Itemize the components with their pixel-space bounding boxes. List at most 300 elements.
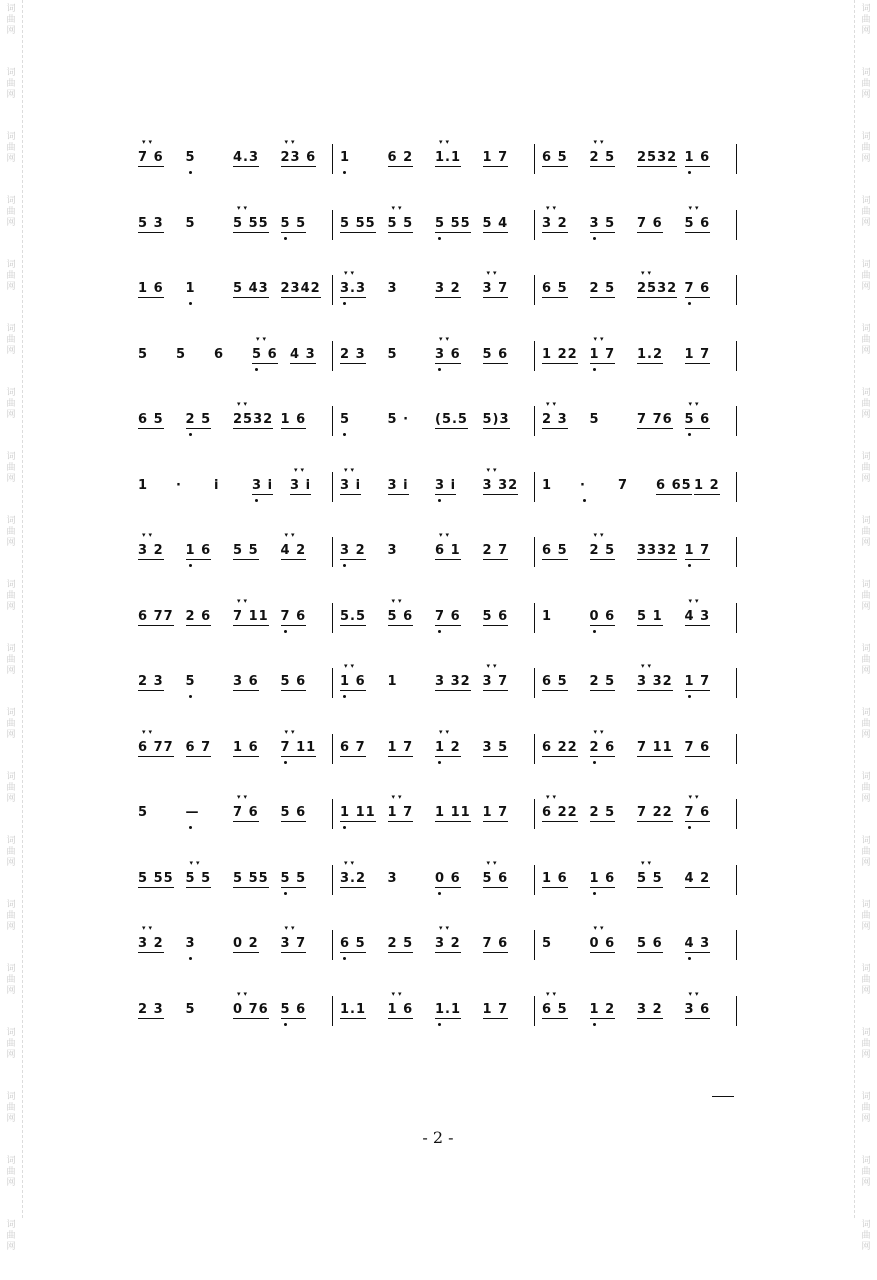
octave-dot [593, 630, 596, 633]
accent-marks: ▾▾ [439, 531, 453, 539]
watermark-char: 网 [6, 346, 16, 356]
accent-marks: ▾▾ [593, 138, 607, 146]
bar-line [736, 537, 737, 567]
note: 5 55 [138, 870, 174, 886]
bar-line [534, 799, 535, 829]
note: 1 [138, 477, 149, 493]
watermark-char: 网 [6, 218, 16, 228]
accent-marks: ▾▾ [391, 793, 405, 801]
note: 1 7 [482, 1001, 509, 1017]
accent-marks: ▾▾ [593, 727, 607, 736]
note: 0 76 [233, 1001, 269, 1017]
watermark-char: 曲 [861, 911, 871, 921]
note: 2 3 [542, 412, 568, 427]
bar-line [736, 668, 737, 698]
note: 5 5 [387, 215, 414, 231]
score-row [130, 858, 760, 905]
accent-marks: ▾▾ [439, 727, 453, 736]
accent-marks: ▾▾ [439, 138, 453, 146]
note: 1 [387, 674, 398, 689]
octave-dot [438, 1023, 441, 1026]
watermark-char: 网 [861, 346, 871, 356]
accent-marks: ▾▾ [486, 662, 500, 670]
watermark-char: 网 [861, 666, 871, 676]
note: 1 [185, 281, 196, 296]
bar-line [534, 472, 535, 502]
note: 5 6 [280, 674, 307, 689]
watermark-char: 曲 [861, 79, 871, 89]
note: 3 [387, 870, 398, 886]
note: 6 5 [138, 412, 164, 427]
note: 5 6 [684, 215, 711, 231]
accent-marks: ▾▾ [439, 924, 453, 932]
note: 5 55 [233, 870, 269, 886]
octave-dot [255, 499, 258, 502]
note: 5 [185, 1001, 196, 1017]
note: 7 6 [138, 150, 164, 165]
octave-dot [189, 957, 192, 960]
accent-marks: ▾▾ [641, 662, 655, 670]
watermark-char: 词 [6, 1156, 16, 1166]
watermark-char: 词 [861, 196, 871, 206]
watermark-char: 网 [861, 858, 871, 868]
note: 7 11 [280, 739, 317, 755]
note: 1 2 [589, 1001, 616, 1017]
watermark-char: 词 [861, 388, 871, 398]
bar-line [736, 472, 737, 502]
watermark-char: 曲 [861, 1103, 871, 1113]
note: 1.1 [435, 1001, 462, 1017]
watermark-char: 曲 [861, 207, 871, 217]
note: 3 2 [435, 936, 461, 951]
note: 2 5 [589, 543, 616, 558]
octave-dot [343, 564, 346, 567]
octave-dot [343, 302, 346, 305]
watermark-char: 网 [861, 90, 871, 100]
bar-line [736, 734, 737, 764]
note: 5 55 [435, 215, 471, 231]
accent-marks: ▾▾ [142, 924, 156, 932]
octave-dot [438, 630, 441, 633]
note: 6 77 [138, 608, 174, 624]
bar-line [534, 144, 535, 174]
octave-dot [343, 171, 346, 174]
note: (5.5 [435, 412, 468, 427]
watermark-char: 词 [6, 1028, 16, 1038]
watermark-char: 网 [6, 282, 16, 292]
octave-dot [593, 1023, 596, 1026]
octave-dot [688, 433, 691, 436]
note: 1 6 [233, 739, 259, 755]
note: 5 3 [138, 215, 164, 231]
note: 1 11 [435, 805, 471, 820]
watermark-char: 网 [861, 410, 871, 420]
note: 7 76 [637, 412, 673, 427]
note: 1 6 [387, 1001, 414, 1017]
note: 4 3 [290, 346, 316, 362]
accent-marks: ▾▾ [593, 924, 607, 932]
note: 0 6 [589, 936, 616, 951]
note: 2 7 [482, 543, 509, 558]
bar-line [736, 406, 737, 436]
octave-dot [438, 761, 441, 764]
note: 3 2 [637, 1001, 663, 1017]
score-row [130, 926, 760, 970]
note: 4 2 [684, 870, 711, 886]
octave-dot [438, 237, 441, 240]
watermark-char: 曲 [6, 1231, 16, 1241]
bar-line [736, 144, 737, 174]
accent-marks: ▾▾ [641, 858, 655, 867]
watermark-char: 词 [6, 644, 16, 654]
watermark-char: 词 [6, 836, 16, 846]
note: 7 6 [684, 739, 711, 755]
note: 3 i [252, 477, 274, 493]
accent-marks: ▾▾ [344, 465, 358, 474]
accent-marks: ▾▾ [391, 203, 405, 212]
watermark-char: 词 [861, 1028, 871, 1038]
octave-dot [343, 826, 346, 829]
note: 3 2 [138, 936, 164, 951]
score-row [130, 334, 760, 381]
watermark-char: 网 [861, 1178, 871, 1188]
note: 0 2 [233, 936, 259, 951]
octave-dot [688, 564, 691, 567]
accent-marks: ▾▾ [142, 138, 156, 146]
bar-line [534, 734, 535, 764]
watermark-char: 网 [861, 26, 871, 36]
note: 1 6 [542, 870, 568, 886]
note: 3.2 [340, 870, 367, 886]
watermark-char: 曲 [861, 975, 871, 985]
note: 5 5 [637, 870, 663, 886]
bar-line [332, 668, 333, 698]
note: 5 5 [233, 543, 259, 558]
watermark-char: 网 [6, 1178, 16, 1188]
page-number: - 2 - [422, 1128, 454, 1147]
bar-line [332, 144, 333, 174]
watermark-char: 网 [6, 154, 16, 164]
watermark-char: 曲 [6, 719, 16, 729]
note: 5 6 [482, 870, 509, 886]
bar-line [332, 537, 333, 567]
note: 2 5 [589, 150, 616, 165]
note: 3 i [435, 477, 457, 493]
accent-marks: ▾▾ [294, 465, 308, 474]
octave-dot [284, 892, 287, 895]
note: 5 6 [252, 346, 278, 362]
watermark-char: 词 [6, 260, 16, 270]
watermark-char: 网 [6, 602, 16, 612]
score-row [130, 402, 760, 446]
accent-marks: ▾▾ [439, 334, 453, 343]
score-row [130, 140, 760, 184]
watermark-char: 词 [861, 644, 871, 654]
note: 1 6 [684, 150, 711, 165]
watermark-char: 曲 [861, 1231, 871, 1241]
note: 3 2 [138, 543, 164, 558]
note: 0 6 [589, 608, 616, 624]
note: 23 6 [280, 150, 317, 165]
note: 7 11 [233, 608, 269, 624]
watermark-char: 曲 [6, 15, 16, 25]
bar-line [332, 930, 333, 960]
bar-line [534, 210, 535, 240]
octave-dot [593, 237, 596, 240]
note: 1.2 [637, 346, 664, 362]
note: 5 6 [637, 936, 663, 951]
octave-dot [688, 957, 691, 960]
note: 2532 [233, 412, 274, 427]
note: 1 6 [340, 674, 366, 689]
accent-marks: ▾▾ [189, 858, 203, 867]
note: 2 5 [589, 674, 616, 689]
watermark-char: 词 [6, 580, 16, 590]
note: 5 4 [482, 215, 509, 231]
octave-dot [189, 695, 192, 698]
note: 3 6 [435, 346, 461, 362]
note: 6 65 [656, 477, 692, 493]
note: · [176, 477, 182, 493]
note: 7 6 [637, 215, 663, 231]
note: · [580, 477, 586, 493]
note: 5 6 [280, 805, 307, 820]
note: 1 7 [589, 346, 616, 362]
accent-marks: ▾▾ [546, 793, 560, 801]
note: 5 · [387, 412, 410, 427]
watermark-char: 曲 [861, 527, 871, 537]
watermark-char: 曲 [6, 399, 16, 409]
note: 5 5 [280, 215, 307, 231]
accent-marks: ▾▾ [237, 793, 251, 801]
score-row [130, 465, 760, 512]
note: 3 5 [589, 215, 616, 231]
accent-marks: ▾▾ [486, 858, 500, 867]
note: 5 [387, 346, 398, 362]
octave-dot [593, 368, 596, 371]
note: 6 77 [138, 739, 174, 755]
watermark-char: 曲 [861, 591, 871, 601]
watermark-char: 词 [861, 708, 871, 718]
watermark-char: 网 [861, 282, 871, 292]
note: 3 7 [482, 281, 509, 296]
watermark-char: 曲 [6, 911, 16, 921]
bar-line [736, 210, 737, 240]
note: 7 6 [684, 805, 711, 820]
watermark-char: 曲 [6, 975, 16, 985]
watermark-char: 曲 [861, 847, 871, 857]
score-row [130, 989, 760, 1036]
note: 0 6 [435, 870, 461, 886]
watermark-char: 网 [861, 922, 871, 932]
note: 3.3 [340, 281, 367, 296]
bar-line [534, 996, 535, 1026]
note: 6 7 [340, 739, 366, 755]
note: 2532 [637, 150, 678, 165]
watermark-char: 网 [6, 1114, 16, 1124]
accent-marks: ▾▾ [641, 269, 655, 277]
note: 6 5 [542, 1001, 568, 1017]
octave-dot [189, 302, 192, 305]
note: 5 6 [387, 608, 414, 624]
note: 6 5 [340, 936, 366, 951]
bar-line [332, 865, 333, 895]
accent-marks: ▾▾ [142, 531, 156, 539]
watermark-char: 词 [6, 388, 16, 398]
note: 2 3 [138, 1001, 164, 1017]
note: i [214, 477, 220, 493]
bar-line [736, 865, 737, 895]
accent-marks: ▾▾ [284, 138, 298, 146]
note: 3 7 [482, 674, 509, 689]
note: 5 5 [185, 870, 212, 886]
octave-dot [284, 1023, 287, 1026]
note: 4 3 [684, 608, 711, 624]
note: 6 [214, 346, 225, 362]
note: 6 5 [542, 543, 568, 558]
watermark-char: 曲 [6, 335, 16, 345]
watermark-char: 网 [6, 794, 16, 804]
watermark-char: 词 [861, 964, 871, 974]
bar-line [332, 406, 333, 436]
watermark-char: 曲 [6, 591, 16, 601]
watermark-char: 曲 [861, 335, 871, 345]
note: 3 6 [684, 1001, 711, 1017]
note: 3 6 [233, 674, 259, 689]
octave-dot [593, 892, 596, 895]
watermark-char: 曲 [6, 1103, 16, 1113]
octave-dot [688, 826, 691, 829]
note: 5 [138, 346, 149, 362]
bar-line [534, 275, 535, 305]
note: 2 6 [185, 608, 212, 624]
accent-marks: ▾▾ [284, 924, 298, 932]
note: 1 2 [435, 739, 461, 755]
watermark-char: 曲 [861, 719, 871, 729]
watermark-char: 词 [861, 4, 871, 14]
watermark-char: 网 [6, 858, 16, 868]
accent-marks: ▾▾ [391, 596, 405, 605]
watermark-char: 词 [6, 4, 16, 14]
accent-marks: ▾▾ [142, 727, 156, 736]
note: 1 7 [482, 805, 509, 820]
octave-dot [343, 957, 346, 960]
note: 3 [185, 936, 196, 951]
note: 1 7 [684, 346, 711, 362]
watermark-char: 词 [6, 900, 16, 910]
accent-marks: ▾▾ [344, 269, 358, 277]
bar-line [332, 275, 333, 305]
note: 3 i [340, 477, 362, 493]
note: 6 2 [387, 150, 414, 165]
note: 3 i [290, 477, 312, 493]
note: 1 22 [542, 346, 578, 362]
bar-line [736, 603, 737, 633]
watermark-char: 词 [6, 516, 16, 526]
accent-marks: ▾▾ [688, 793, 702, 801]
accent-marks: ▾▾ [237, 989, 251, 998]
bar-line [332, 210, 333, 240]
octave-dot [284, 630, 287, 633]
note: 1 6 [280, 412, 307, 427]
watermark-char: 网 [6, 410, 16, 420]
note: 7 6 [280, 608, 307, 624]
accent-marks: ▾▾ [688, 400, 702, 408]
octave-dot [284, 237, 287, 240]
watermark-group [855, 1216, 877, 1280]
watermark-char: 曲 [6, 271, 16, 281]
note: 1 6 [138, 281, 164, 296]
note: 7 6 [482, 936, 509, 951]
note: 2 3 [340, 346, 366, 362]
watermark-char: 网 [861, 986, 871, 996]
note: 3 2 [542, 215, 568, 231]
note: 6 7 [185, 739, 212, 755]
watermark-char: 网 [6, 986, 16, 996]
watermark-char: 网 [861, 538, 871, 548]
note: 5 [542, 936, 553, 951]
accent-marks: ▾▾ [546, 989, 560, 998]
bar-line [332, 799, 333, 829]
note: 1 7 [387, 739, 414, 755]
watermark-char: 网 [861, 1114, 871, 1124]
watermark-char: 词 [861, 1220, 871, 1230]
accent-marks: ▾▾ [284, 531, 298, 539]
watermark-char: 词 [6, 132, 16, 142]
accent-marks: ▾▾ [256, 334, 270, 343]
octave-dot [255, 368, 258, 371]
watermark-char: 曲 [6, 463, 16, 473]
note: 1.1 [340, 1001, 367, 1017]
bar-line [736, 275, 737, 305]
accent-marks: ▾▾ [391, 989, 405, 998]
watermark-char: 网 [6, 474, 16, 484]
note: 7 22 [637, 805, 673, 820]
watermark-char: 曲 [861, 1167, 871, 1177]
octave-dot [343, 433, 346, 436]
note: 3 i [387, 477, 409, 493]
accent-marks: ▾▾ [593, 531, 607, 539]
watermark-char: 词 [861, 580, 871, 590]
score-row [130, 795, 760, 839]
octave-dot [688, 695, 691, 698]
watermark-char: 词 [861, 836, 871, 846]
accent-marks: ▾▾ [546, 400, 560, 408]
note: 3 2 [435, 281, 461, 296]
note: 1 7 [684, 543, 711, 558]
watermark-char: 曲 [861, 655, 871, 665]
bar-line [332, 341, 333, 371]
score-row [130, 727, 760, 774]
score-row [130, 203, 760, 250]
octave-dot [189, 433, 192, 436]
octave-dot [688, 302, 691, 305]
watermark-char: 网 [861, 794, 871, 804]
note: 2 3 [138, 674, 164, 689]
watermark-char: 曲 [6, 847, 16, 857]
note: 4 3 [684, 936, 711, 951]
watermark-char: 词 [861, 772, 871, 782]
note: 3 32 [482, 477, 519, 493]
bar-line [534, 865, 535, 895]
bar-line [534, 406, 535, 436]
note: 1.1 [435, 150, 462, 165]
octave-dot [189, 826, 192, 829]
watermark-char: 曲 [6, 79, 16, 89]
watermark-char: 曲 [6, 1167, 16, 1177]
watermark-char: 曲 [6, 143, 16, 153]
note: 6 5 [542, 150, 568, 165]
